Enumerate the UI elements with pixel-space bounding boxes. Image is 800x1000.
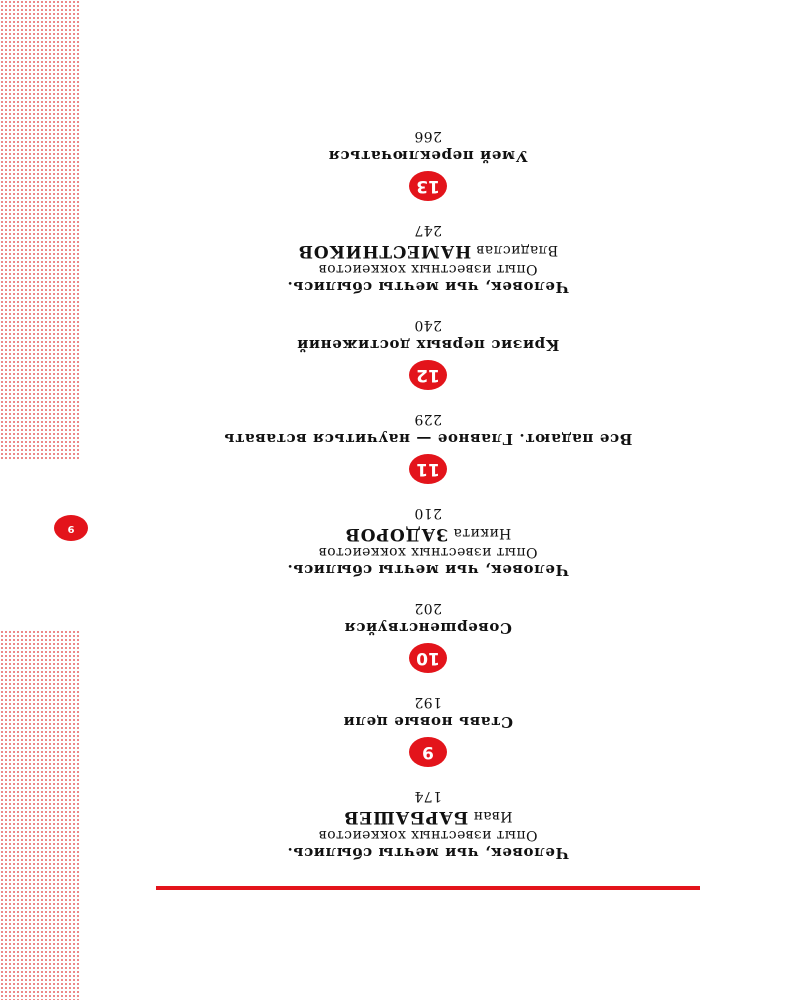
page-ref: 240 — [414, 317, 442, 333]
toc-chapter-9 — [156, 693, 700, 767]
author-surname: НАМЕСТНИКОВ — [297, 241, 472, 261]
author-first-name: Никита — [453, 525, 512, 541]
chapter-title: Ставь новые цели — [343, 713, 513, 731]
author-surname: ЗАДОРОВ — [344, 524, 449, 544]
chapter-number-badge: 9 — [409, 737, 447, 767]
author-first-name: Иван — [473, 808, 513, 824]
author-first-name: Владислав — [476, 242, 559, 258]
toc-article-zadorov — [156, 504, 700, 579]
header-rule — [156, 886, 700, 890]
article-title: Человек, чьи мечты сбылись. — [286, 278, 570, 296]
page-ref: 192 — [414, 694, 442, 710]
table-of-contents — [156, 127, 700, 862]
toc-chapter-13 — [156, 127, 700, 201]
article-title: Человек, чьи мечты сбылись. — [286, 844, 570, 862]
toc-article-namestnikov — [156, 221, 700, 296]
page-ref: 247 — [414, 222, 442, 238]
chapter-number-badge: 10 — [409, 643, 447, 673]
chapter-number-badge: 12 — [409, 360, 447, 390]
page-ref: 229 — [414, 411, 442, 427]
chapter-title: Умей переключаться — [328, 147, 528, 165]
page-number-badge: 9 — [54, 515, 88, 541]
article-title: Человек, чьи мечты сбылись. — [286, 561, 570, 579]
toc-chapter-12 — [156, 316, 700, 390]
chapter-number-badge: 13 — [409, 171, 447, 201]
chapter-title: Все падают. Главное — научиться вставать — [223, 430, 633, 448]
page-ref: 210 — [414, 505, 442, 521]
chapter-title: Кризис первых достижений — [296, 336, 560, 354]
toc-article-barbashev — [156, 787, 700, 862]
article-subtitle: Опыт известных хоккеистов — [318, 827, 538, 843]
article-author — [156, 807, 700, 826]
page-ref: 174 — [414, 788, 442, 804]
toc-chapter-10 — [156, 599, 700, 673]
author-surname: БАРБАШЕВ — [343, 807, 469, 827]
article-author — [156, 241, 700, 260]
article-subtitle: Опыт известных хоккеистов — [318, 261, 538, 277]
page-ref: 202 — [414, 600, 442, 616]
article-author — [156, 524, 700, 543]
chapter-title: Совершенствуйся — [344, 619, 512, 637]
chapter-number-badge: 11 — [409, 454, 447, 484]
toc-chapter-11 — [156, 410, 700, 484]
article-subtitle: Опыт известных хоккеистов — [318, 544, 538, 560]
page-ref: 266 — [414, 128, 442, 144]
